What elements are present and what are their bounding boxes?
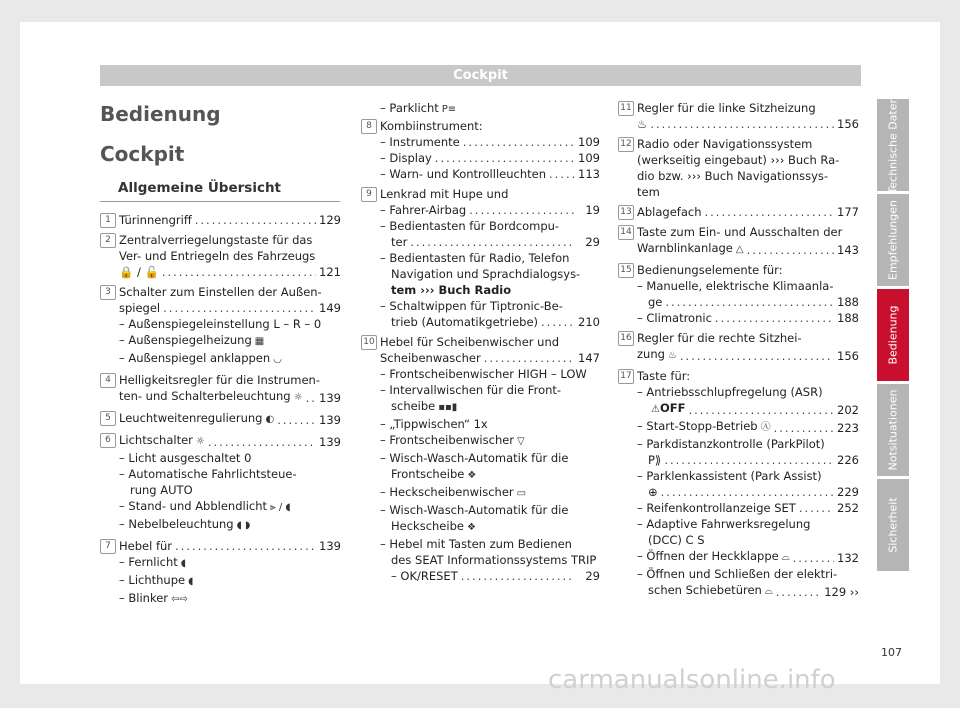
item-number: 9: [361, 187, 377, 202]
seat-heating-icon: ♨: [637, 117, 648, 131]
page-ref[interactable]: 156: [837, 349, 859, 363]
item-number: 5: [100, 411, 116, 426]
list-item: 14 Taste zum Ein- und Ausschalten der Warnblinkanlage △ ..... 143: [619, 224, 859, 258]
page-ref[interactable]: 210: [578, 315, 600, 329]
list-item: 17 Taste für: – Antriebsschlupfregelung (ASR) ⚠OFF ..... 202 – Start-Stopp-Betrieb Ⓐ ..... 223 – Parkdistanzkontrolle (ParkPilot) P⟫ ..... 226 – Parklenkassistent (Park Assist) ⊕ ..... 229 – Reifenkontrollanzeige SET ..... 252 – Adaptive Fahrwerksregelung (DCC) C S – Öffnen der Heckklappe ⌓ ..... 132 – Öffnen und Schließen der elektri- schen Schiebetüren ⌓ ..... 129 ››: [619, 368, 859, 600]
list-item: 8 Kombiinstrument: – Instrumente ..... 109 – Display ..... 109 – Warn- und Kontrollleuchten ..... 113: [362, 118, 600, 182]
item-number: 4: [100, 373, 116, 388]
light-switch-icon: ☼: [195, 436, 205, 447]
sliding-door-icon: ⌓: [764, 586, 773, 597]
page-ref[interactable]: 226: [837, 453, 859, 467]
tab-bedienung[interactable]: Bedienung: [877, 289, 909, 381]
tab-technische-daten[interactable]: Technische Daten: [877, 99, 909, 191]
page-ref[interactable]: 147: [578, 351, 600, 365]
tab-notsituationen[interactable]: Notsituationen: [877, 384, 909, 476]
seat-heating-icon: ♨: [667, 350, 677, 361]
divider: [100, 201, 340, 202]
tab-empfehlungen[interactable]: Empfehlungen: [877, 194, 909, 286]
item-number: 14: [618, 225, 634, 240]
page-ref[interactable]: 19: [585, 203, 600, 217]
list-item: 6 Lichtschalter ☼ ..... 139 – Licht ausgeschaltet 0 – Automatische Fahrlichtsteue- rung AUTO – Stand- und Abblendlicht ⫸ / ◖ – Nebelbeleuchtung ◖ ◗: [101, 432, 341, 534]
list-item: 2 Zentralverriegelungstaste für das Ver- und Entriegeln des Fahrzeugs 🔒 / 🔓 ..... 121: [101, 232, 341, 280]
parking-light-icon: P≡: [441, 104, 457, 115]
wash-icon: ❖: [467, 470, 477, 481]
side-tabs: [877, 96, 909, 574]
page-ref[interactable]: 129: [319, 213, 341, 227]
list-item: 7 Hebel für ..... 139 – Fernlicht ◖ – Lichthupe ◖ – Blinker ⇦⇨: [101, 538, 341, 608]
page-ref[interactable]: 143: [837, 243, 859, 257]
tab-sicherheit[interactable]: Sicherheit: [877, 479, 909, 571]
turn-signal-icon: ⇦⇨: [171, 594, 188, 605]
page-ref[interactable]: 223: [837, 421, 859, 435]
item-number: 12: [618, 137, 634, 152]
column-2: – Parklicht P≡ 8 Kombiinstrument: – Instrumente ..... 109 – Display ..... 109 – Warn- und Kontrollleuchten ..... 113 9 Lenkrad mit Hupe und – Fahrer-Airbag ..... 19 – Bedientasten für Bordcompu- ter ..... 29 – Bedientasten für Radio, Telefon Navigation und Sprachdialogsys- tem ››› Buch Radio – Schaltwippen für Tiptronic-Be- trieb (Automatikgetriebe) ..... 210 10 Hebel für Scheibenwischer und Scheibenwascher ..... 147 – Frontscheibenwischer HIGH – LOW – Intervallwischen für die Front- scheibe ▪▪▮ – „Tippwischen“ 1x – Frontscheibenwischer ▽ – Wisch-Wasch-Automatik für die Frontscheibe ❖ – Heckscheibenwischer ▭ – Wisch-Wasch-Automatik für die Heckscheibe ❖ – Hebel mit Tasten zum Bedienen des SEAT Informationssystems TRIP – OK/RESET ..... 29: [362, 100, 600, 588]
page-ref[interactable]: 252: [837, 501, 859, 515]
page-ref[interactable]: 139: [319, 413, 341, 427]
flash-icon: ◖: [188, 576, 194, 587]
list-item: 13 Ablagefach ..... 177: [619, 204, 859, 220]
list-item: 9 Lenkrad mit Hupe und – Fahrer-Airbag ..... 19 – Bedientasten für Bordcompu- ter ..... 29 – Bedientasten für Radio, Telefon Navigation und Sprachdialogsys- tem ››› Buch Radio – Schaltwippen für Tiptronic-Be- trieb (Automatikgetriebe) ..... 210: [362, 186, 600, 330]
subsection-title: Allgemeine Übersicht: [118, 180, 282, 196]
item-number: 10: [361, 335, 377, 350]
start-stop-icon: Ⓐ: [760, 422, 771, 433]
asr-icon: ⚠: [651, 404, 660, 415]
mirror-heating-icon: ▦: [254, 336, 265, 347]
item-number: 2: [100, 233, 116, 248]
rear-wiper-icon: ▭: [516, 488, 527, 499]
item-number: 15: [618, 263, 634, 278]
tailgate-icon: ⌓: [781, 552, 790, 563]
page-ref[interactable]: 177: [837, 205, 859, 219]
list-item: 5 Leuchtweitenregulierung ◐ ..... 139: [101, 410, 341, 428]
list-item: 16 Regler für die rechte Sitzhei- zung ♨ ..... 156: [619, 330, 859, 364]
park-assist-icon: ⊕: [648, 485, 658, 499]
lock-icon: 🔒 / 🔓: [119, 265, 159, 279]
page-ref[interactable]: 188: [837, 311, 859, 325]
page-ref[interactable]: 29: [585, 235, 600, 249]
page-ref[interactable]: 132: [837, 551, 859, 565]
interval-wipe-icon: ▪▪▮: [438, 402, 458, 413]
section-title: Cockpit: [100, 142, 185, 166]
page-ref[interactable]: 156: [837, 117, 859, 131]
list-item: 15 Bedienungselemente für: – Manuelle, elektrische Klimaanla- ge ..... 188 – Climatronic ..... 188: [619, 262, 859, 326]
item-number: 16: [618, 331, 634, 346]
page-ref[interactable]: 139: [319, 539, 341, 553]
page-header: Cockpit: [100, 65, 861, 86]
page-ref[interactable]: 229: [837, 485, 859, 499]
page-ref[interactable]: 121: [319, 265, 341, 279]
fog-light-icon: ◖ ◗: [236, 520, 251, 531]
list-item: 12 Radio oder Navigationssystem (werkseitig eingebaut) ››› Buch Ra- dio bzw. ››› Buch Navigationssys- tem: [619, 136, 859, 200]
parking-sensor-icon: P⟫: [648, 453, 662, 467]
item-number: 13: [618, 205, 634, 220]
column-1: [101, 212, 341, 612]
page-ref[interactable]: 29: [585, 569, 600, 583]
item-number: 3: [100, 285, 116, 300]
item-number: 1: [100, 213, 116, 228]
low-beam-icon: ⫸ / ◖: [270, 502, 291, 513]
list-item: 4 Helligkeitsregler für die Instrumen- ten- und Schalterbeleuchtung ☼ ..... 139: [101, 372, 341, 406]
page-ref[interactable]: 109: [578, 151, 600, 165]
list-item: 1 Türinnengriff ..... 129: [101, 212, 341, 228]
mirror-fold-icon: ◡: [273, 354, 282, 365]
page-ref[interactable]: 202: [837, 403, 859, 417]
headlight-range-icon: ◐: [265, 414, 275, 425]
item-number: 6: [100, 433, 116, 448]
watermark: carmanualsonline.info: [548, 665, 836, 695]
item-number: 7: [100, 539, 116, 554]
page-ref[interactable]: 109: [578, 135, 600, 149]
book-link[interactable]: tem ››› Buch Radio: [391, 283, 512, 297]
list-item: 3 Schalter zum Einstellen der Außen- spiegel ..... 149 – Außenspiegeleinstellung L – R – 0 – Außenspiegelheizung ▦ – Außenspiegel anklappen ◡: [101, 284, 341, 368]
page-ref[interactable]: 139: [319, 391, 341, 405]
page-ref[interactable]: 139: [319, 435, 341, 449]
item-number: 11: [618, 101, 634, 116]
page-ref[interactable]: 188: [837, 295, 859, 309]
windscreen-wiper-icon: ▽: [517, 436, 525, 447]
page-ref[interactable]: 113: [578, 167, 600, 181]
brightness-icon: ☼: [293, 392, 303, 403]
column-3: [619, 100, 859, 604]
page-number: 107: [881, 646, 902, 659]
page-ref[interactable]: 149: [319, 301, 341, 315]
rear-wash-icon: ❖: [466, 522, 476, 533]
item-number: 8: [361, 119, 377, 134]
list-item: 10 Hebel für Scheibenwischer und Scheibenwascher ..... 147 – Frontscheibenwischer HIGH – LOW – Intervallwischen für die Front- scheibe ▪▪▮ – „Tippwischen“ 1x – Frontscheibenwischer ▽ – Wisch-Wasch-Automatik für die Frontscheibe ❖ – Heckscheibenwischer ▭ – Wisch-Wasch-Automatik für die Heckscheibe ❖ – Hebel mit Tasten zum Bedienen des SEAT Informationssystems TRIP – OK/RESET ..... 29: [362, 334, 600, 584]
hazard-warning-icon: △: [735, 244, 744, 255]
chapter-title: Bedienung: [100, 102, 221, 126]
item-number: 17: [618, 369, 634, 384]
high-beam-icon: ◖: [180, 558, 187, 569]
list-item: 11 Regler für die linke Sitzheizung ♨ ..... 156: [619, 100, 859, 132]
page-ref[interactable]: 129 ››: [824, 585, 859, 599]
